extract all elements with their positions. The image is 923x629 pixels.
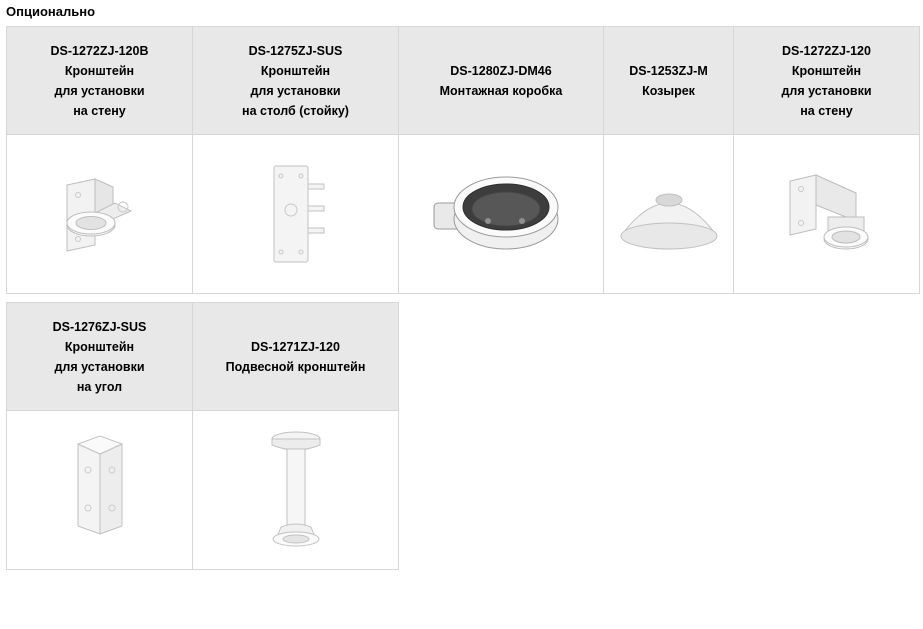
cell-label-4	[604, 27, 734, 135]
accessories-table-row2	[6, 302, 399, 570]
product-desc-line: Козырек	[642, 83, 695, 98]
product-code: DS-1280ZJ-DM46	[450, 63, 552, 78]
wall-mount-bracket-icon	[7, 135, 192, 293]
product-code: DS-1271ZJ-120	[251, 339, 340, 354]
product-desc-line: на столб (стойку)	[242, 103, 349, 118]
product-desc-line: Кронштейн	[64, 339, 135, 354]
junction-box-icon	[399, 135, 603, 293]
corner-mount-bracket-icon	[7, 411, 192, 569]
product-code: DS-1272ZJ-120B	[50, 43, 149, 58]
table-row-images	[7, 411, 399, 570]
sun-shield-icon	[604, 135, 733, 293]
product-desc-line: Подвесной кронштейн	[225, 359, 366, 374]
product-desc-line: для установки	[781, 83, 872, 98]
table-row-labels	[7, 27, 920, 135]
cell-image-4	[604, 135, 734, 294]
product-desc-line: Кронштейн	[64, 63, 135, 78]
product-desc-line: на стену	[800, 103, 853, 118]
product-desc-line: Кронштейн	[260, 63, 331, 78]
table-row-images	[7, 135, 920, 294]
product-desc-line: для установки	[54, 83, 145, 98]
product-code: DS-1276ZJ-SUS	[52, 319, 147, 334]
page-title: Опционально	[6, 4, 96, 19]
cell-image-2	[193, 135, 399, 294]
cell-image-1	[7, 135, 193, 294]
cell-label-6	[7, 303, 193, 411]
cell-label-7	[193, 303, 399, 411]
cell-image-5	[734, 135, 920, 294]
cell-label-2	[193, 27, 399, 135]
product-desc-line: для установки	[54, 359, 145, 374]
product-desc-line: Кронштейн	[791, 63, 862, 78]
product-desc-line: для установки	[250, 83, 341, 98]
cell-image-6	[7, 411, 193, 570]
cell-label-5	[734, 27, 920, 135]
product-code: DS-1253ZJ-M	[629, 63, 708, 78]
product-desc-line: на угол	[76, 379, 123, 394]
cell-image-3	[399, 135, 604, 294]
product-desc-line: Монтажная коробка	[439, 83, 563, 98]
cell-image-7	[193, 411, 399, 570]
product-code: DS-1275ZJ-SUS	[248, 43, 343, 58]
wall-mount-bracket-icon	[734, 135, 919, 293]
cell-label-1	[7, 27, 193, 135]
cell-label-3	[399, 27, 604, 135]
pendant-mount-bracket-icon	[193, 411, 398, 569]
product-desc-line: на стену	[73, 103, 126, 118]
product-code: DS-1272ZJ-120	[782, 43, 871, 58]
table-row-labels	[7, 303, 399, 411]
accessories-table-row1	[6, 26, 920, 294]
pole-mount-bracket-icon	[193, 135, 398, 293]
